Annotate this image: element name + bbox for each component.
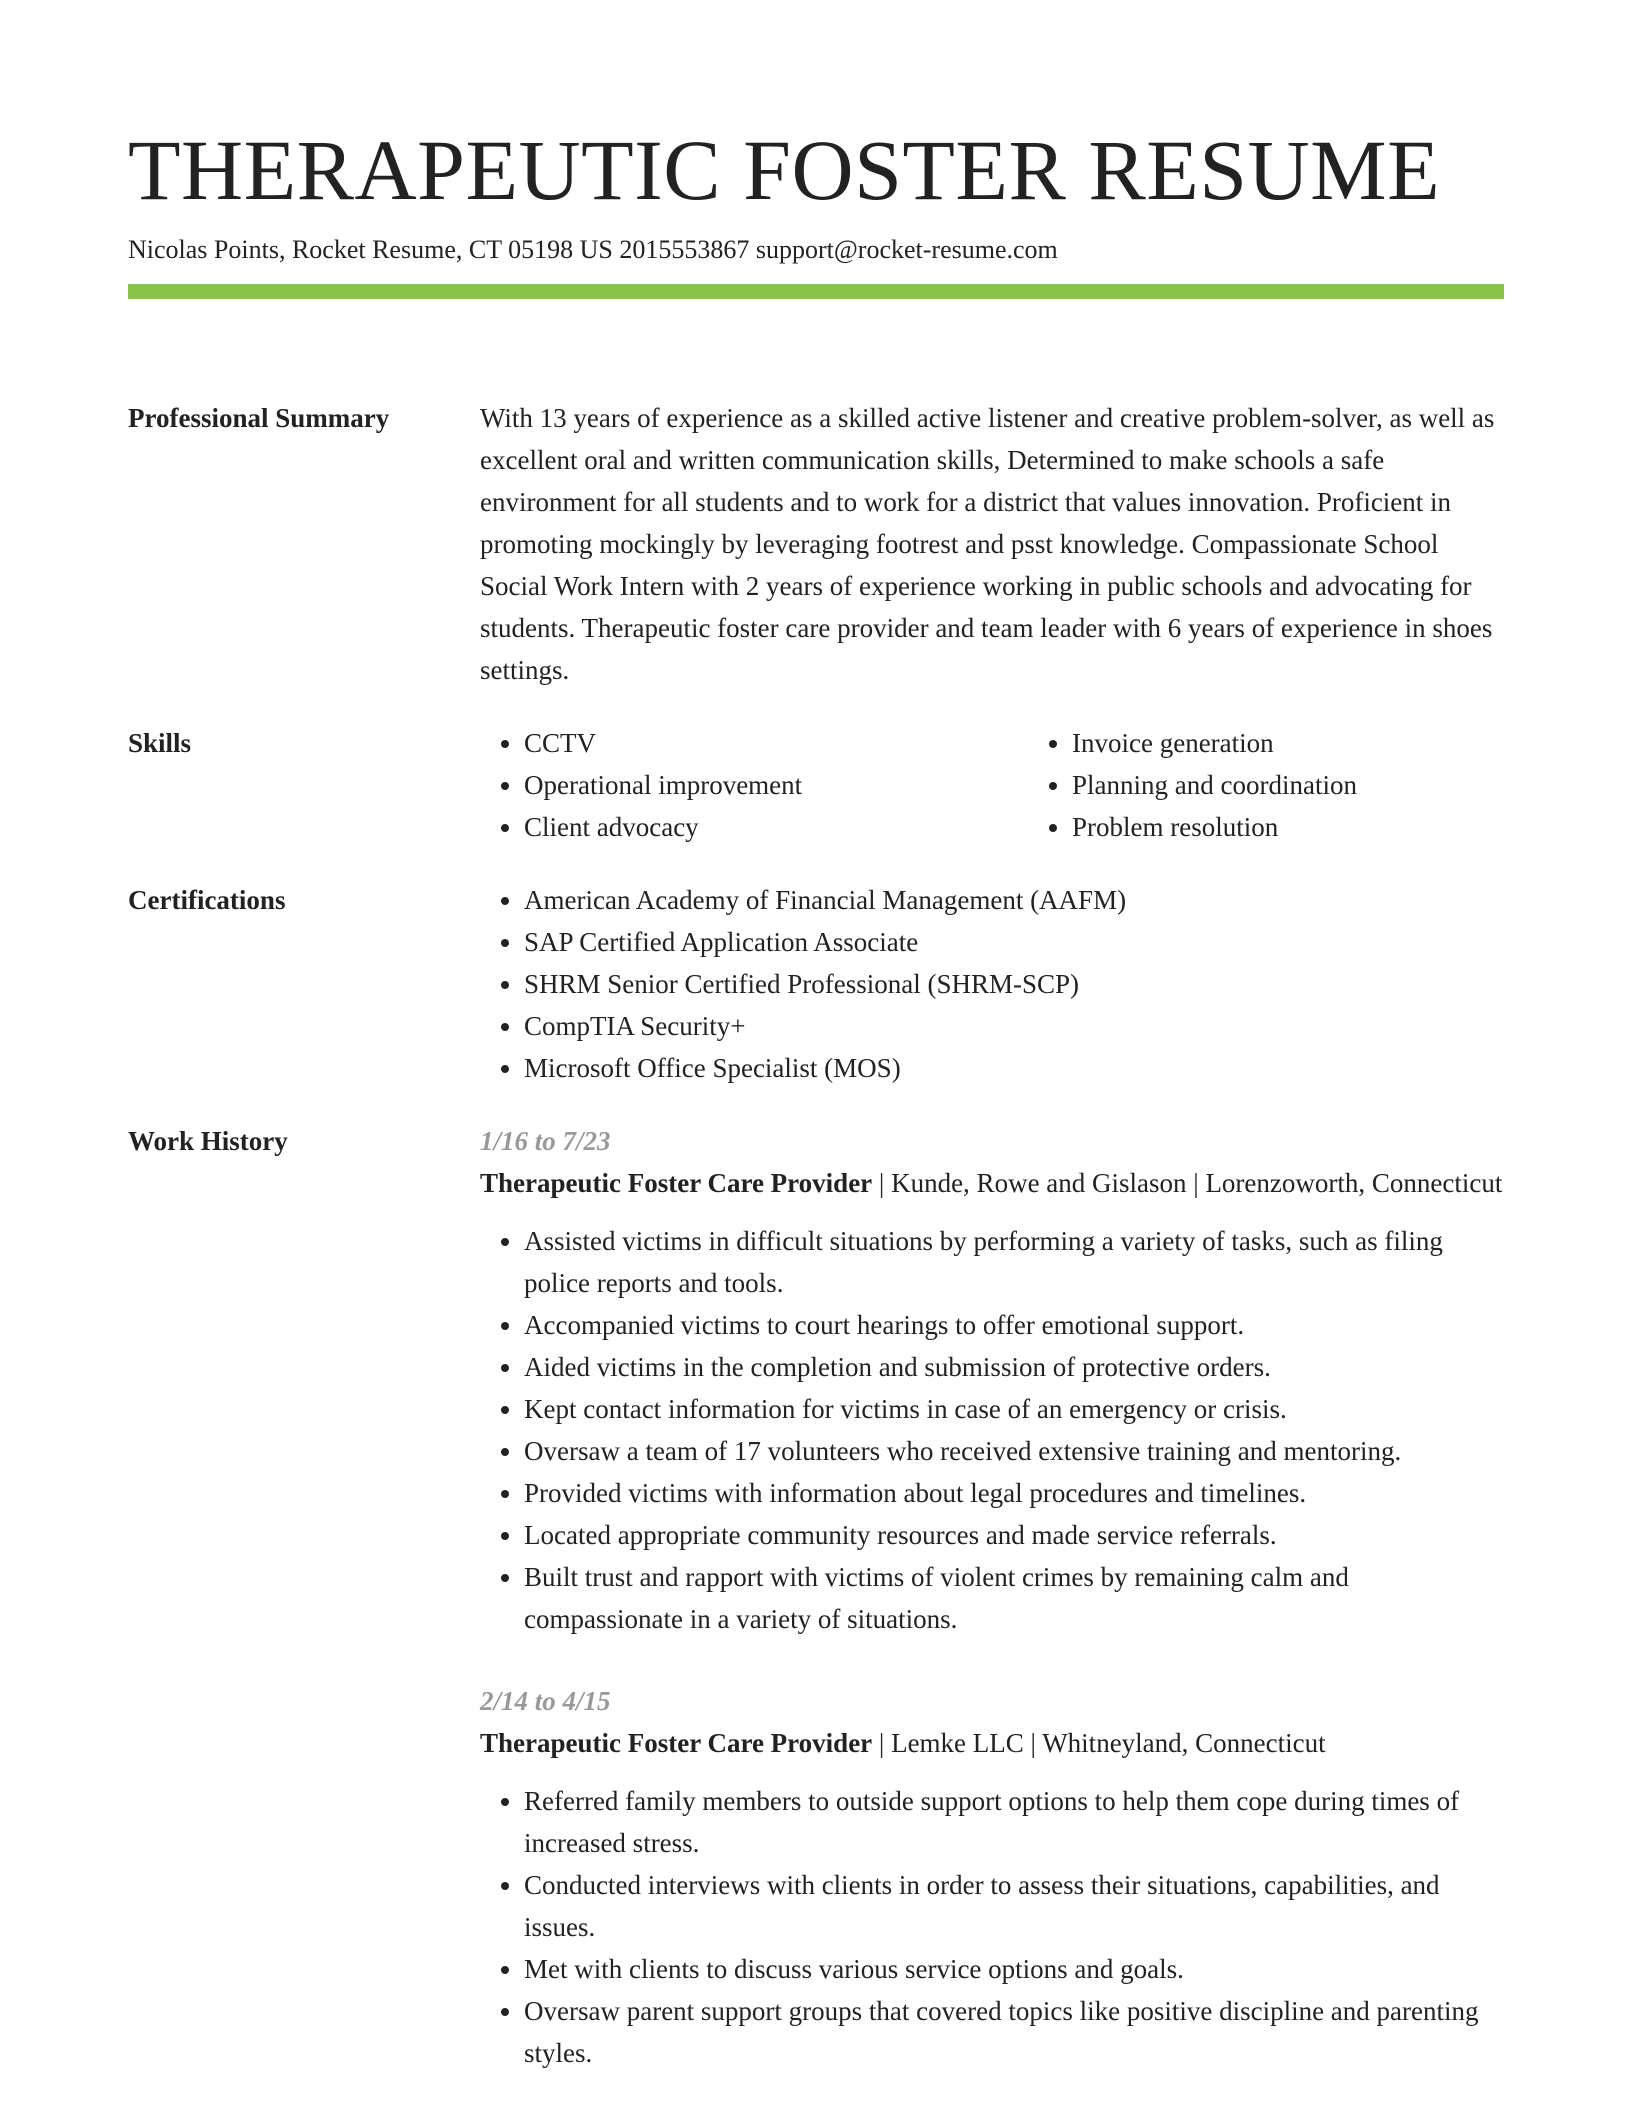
job-duty: • Oversaw a team of 17 volunteers who received extensive training and mentoring. <box>524 1430 1504 1472</box>
job-employer-location: | Lemke LLC | Whitneyland, Connecticut <box>872 1728 1326 1758</box>
section-label-work-history: Work History <box>128 1126 288 1156</box>
summary-text: With 13 years of experience as a skilled active listener and creative problem-solver, as well as excellent oral and written communication skills, Determined to make schools a safe environment for all students and to work for a district that values innovation. Proficient in promoting mockingly by leveraging footrest and psst knowledge. Compassionate School Social Work Intern with 2 years of experience working in public schools and advocating for students. Therapeutic foster care provider and team leader with 6 years of experience in shoes settings. <box>480 403 1495 685</box>
job-heading <box>480 1162 1504 1204</box>
job-title: Therapeutic Foster Care Provider <box>480 1168 873 1198</box>
job-entry <box>480 1120 1504 1640</box>
resume-page <box>128 120 1504 2074</box>
certification-item: • SAP Certified Application Associate <box>524 921 1504 963</box>
skill-item: • Invoice generation <box>1072 722 1576 764</box>
certification-item: • SHRM Senior Certified Professional (SHRM-SCP) <box>524 963 1504 1005</box>
job-entry <box>480 1680 1504 2074</box>
contact-line: Nicolas Points, Rocket Resume, CT 05198 US 2015553867 support@rocket-resume.com <box>128 235 1058 264</box>
certification-item: • CompTIA Security+ <box>524 1005 1504 1047</box>
section-label-skills: Skills <box>128 728 192 758</box>
header-divider <box>128 284 1504 299</box>
summary-section <box>128 397 1504 691</box>
work-history-section <box>128 1120 1504 2074</box>
certification-item: • Microsoft Office Specialist (MOS) <box>524 1047 1504 1089</box>
job-employer-location: | Kunde, Rowe and Gislason | Lorenzoworth, Connecticut <box>872 1168 1503 1198</box>
section-label-certifications: Certifications <box>128 885 286 915</box>
job-duty: • Aided victims in the completion and submission of protective orders. <box>524 1346 1504 1388</box>
job-duty: • Provided victims with information about legal procedures and timelines. <box>524 1472 1504 1514</box>
job-dates: 1/16 to 7/23 <box>480 1126 611 1156</box>
job-duty: • Accompanied victims to court hearings to offer emotional support. <box>524 1304 1504 1346</box>
skill-item: • Problem resolution <box>1072 806 1576 848</box>
skill-item: • Client advocacy <box>524 806 1028 848</box>
skills-section <box>128 722 1504 848</box>
job-dates: 2/14 to 4/15 <box>480 1686 611 1716</box>
skill-item: • CCTV <box>524 722 1028 764</box>
job-title: Therapeutic Foster Care Provider <box>480 1728 873 1758</box>
skill-item: • Operational improvement <box>524 764 1028 806</box>
skills-list-right <box>1028 722 1576 848</box>
certifications-list <box>480 879 1504 1089</box>
job-duty: • Built trust and rapport with victims of violent crimes by remaining calm and compassionate in a variety of situations. <box>524 1556 1504 1640</box>
job-duties-list <box>480 1220 1504 1640</box>
job-duty: • Met with clients to discuss various service options and goals. <box>524 1948 1504 1990</box>
certification-item: • American Academy of Financial Management (AAFM) <box>524 879 1504 921</box>
job-duty: • Located appropriate community resources and made service referrals. <box>524 1514 1504 1556</box>
certifications-section <box>128 879 1504 1089</box>
job-duty: • Assisted victims in difficult situations by performing a variety of tasks, such as filing police reports and tools. <box>524 1220 1504 1304</box>
job-duty: • Conducted interviews with clients in order to assess their situations, capabilities, and issues. <box>524 1864 1504 1948</box>
job-duty: • Oversaw parent support groups that covered topics like positive discipline and parenting styles. <box>524 1990 1504 2074</box>
job-heading <box>480 1722 1504 1764</box>
job-duty: • Kept contact information for victims in case of an emergency or crisis. <box>524 1388 1504 1430</box>
resume-title: THERAPEUTIC FOSTER RESUME <box>128 122 1441 218</box>
job-duties-list <box>480 1780 1504 2074</box>
skills-list-left <box>480 722 1028 848</box>
job-duty: • Referred family members to outside support options to help them cope during times of increased stress. <box>524 1780 1504 1864</box>
skill-item: • Planning and coordination <box>1072 764 1576 806</box>
section-label-summary: Professional Summary <box>128 403 390 433</box>
